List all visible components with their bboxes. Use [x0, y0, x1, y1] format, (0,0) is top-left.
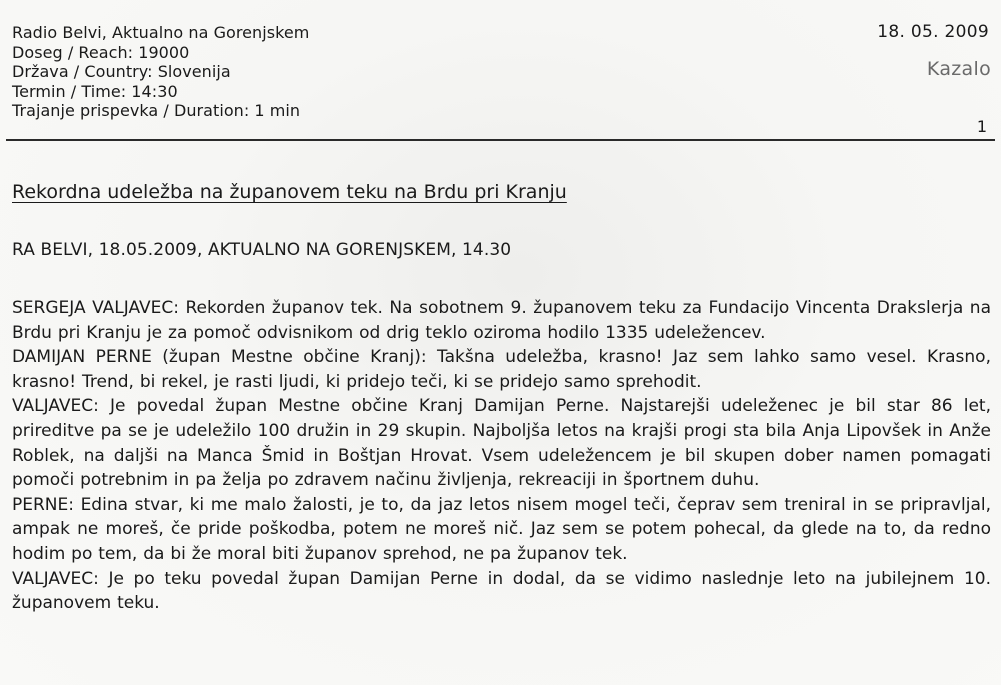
header-divider — [6, 139, 995, 141]
page-number: 1 — [976, 117, 987, 136]
document-date: 18. 05. 2009 — [877, 22, 989, 42]
duration-line: Trajanje prispevka / Duration: 1 min — [12, 101, 301, 120]
time-line: Termin / Time: 14:30 — [12, 81, 178, 101]
station-line: Radio Belvi, Aktualno na Gorenjskem — [12, 23, 310, 42]
body-paragraph: VALJAVEC: Je povedal župan Mestne občine Kranj Damijan Perne. Najstarejši udeleženec je bil star 86 let, prireditve pa se je udeležilo 100 družin in 29 skupin. Najboljša letos na krajši progi sta bila Anja Lipovšek in Anže Roblek, na daljši na Manca Šmid in Boštjan Hrovat. Vsem udeležencem je bil skupen dober namen pomagati pomoči potrebnim in pa želja po zdravem načinu življenja, rekreaciji in športnem duhu. — [12, 396, 991, 491]
source-line: RA BELVI, 18.05.2009, AKTUALNO NA GORENJSKEM, 14.30 — [12, 240, 512, 260]
body-paragraph: PERNE: Edina stvar, ki me malo žalosti, je to, da jaz letos nisem mogel teči, čeprav sem treniral in se pripravljal, ampak ne moreš, če pride poškodba, potem ne moreš nič. Jaz sem se potem pohecal, da glede na to, da redno hodim po tem, da bi že moral biti županov sprehod, ne pa županov tek. — [12, 494, 991, 564]
broadcast-metadata — [12, 23, 309, 121]
body-paragraph: VALJAVEC: Je po teku povedal župan Damijan Perne in dodal, da se vidimo naslednje leto na jubilejnem 10. županovem teku. — [12, 568, 991, 614]
country-line: Država / Country: Slovenija — [12, 62, 231, 81]
body-paragraph: DAMIJAN PERNE (župan Mestne občine Kranj): Takšna udeležba, krasno! Jaz sem lahko samo vesel. Krasno, krasno! Trend, bi rekel, je rasti ljudi, ki pridejo teči, ki se pridejo samo sprehodit. — [12, 347, 991, 392]
article-body — [12, 296, 991, 616]
reach-line: Doseg / Reach: 19000 — [12, 42, 190, 62]
index-link[interactable]: Kazalo — [926, 58, 991, 80]
article-headline: Rekordna udeležba na županovem teku na Brdu pri Kranju — [12, 181, 567, 203]
body-paragraph: SERGEJA VALJAVEC: Rekorden županov tek. Na sobotnem 9. županovem teku za Fundacijo Vincenta Drakslerja na Brdu pri Kranju je za pomoč odvisnikom od drig teklo oziroma hodilo 1335 udeležencev. — [12, 298, 991, 343]
